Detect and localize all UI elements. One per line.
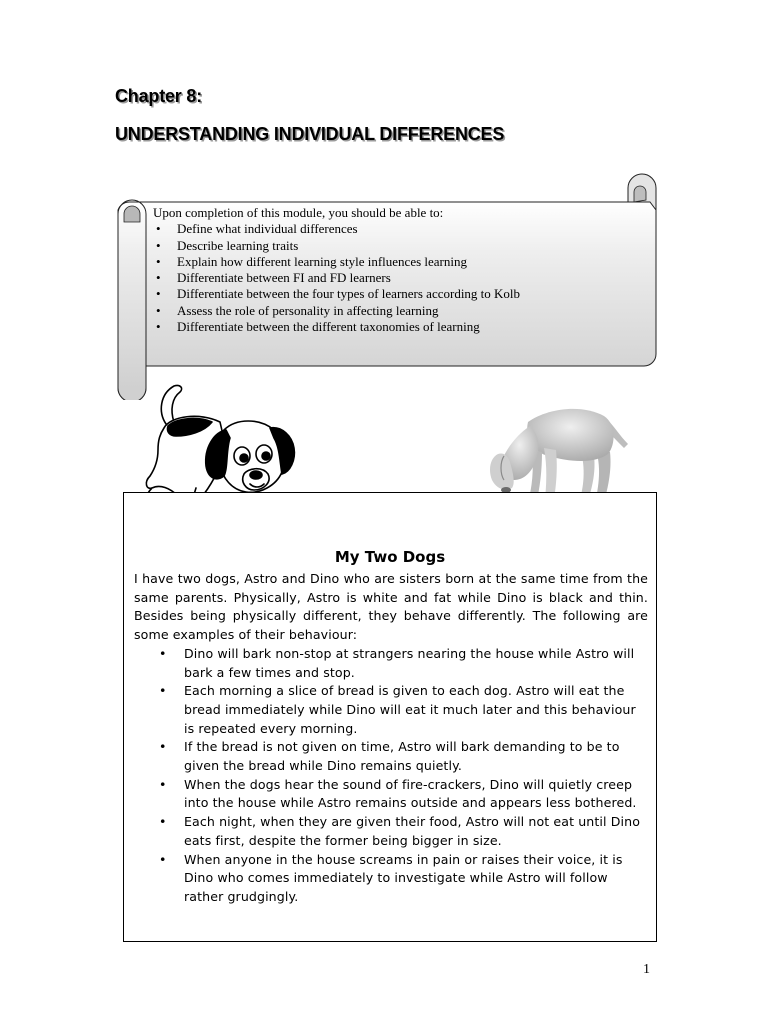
learning-objectives xyxy=(153,205,653,335)
behaviour-item: • When anyone in the house screams in pain or raises their voice, it is Dino who comes immediately to investigate while Astro will follow rather grudgingly. xyxy=(184,851,648,907)
objective-item: • Differentiate between the different taxonomies of learning xyxy=(177,319,653,335)
page-number: 1 xyxy=(643,962,650,977)
objective-item: • Differentiate between the four types of learners according to Kolb xyxy=(177,286,653,302)
story-title: My Two Dogs xyxy=(334,548,446,566)
chapter-title: UNDERSTANDING INDIVIDUAL DIFFERENCES xyxy=(115,124,505,144)
behaviour-item: • Each night, when they are given their food, Astro will not eat until Dino eats first, despite the former being bigger in size. xyxy=(184,813,648,850)
behaviour-item: • When the dogs hear the sound of fire-crackers, Dino will quietly creep into the house while Astro remains outside and appears less bothered. xyxy=(184,776,648,813)
story-body xyxy=(134,570,648,907)
objective-item: • Describe learning traits xyxy=(177,238,653,254)
objectives-intro: Upon completion of this module, you should be able to: xyxy=(153,205,444,220)
behaviour-list xyxy=(134,645,648,907)
objective-item: • Define what individual differences xyxy=(177,221,653,237)
objective-item: • Explain how different learning style influences learning xyxy=(177,254,653,270)
behaviour-item: • Dino will bark non-stop at strangers nearing the house while Astro will bark a few times and stop. xyxy=(184,645,648,682)
objective-item: • Differentiate between FI and FD learners xyxy=(177,270,653,286)
behaviour-item: • If the bread is not given on time, Astro will bark demanding to be to given the bread while Dino remains quietly. xyxy=(184,738,648,775)
story-box xyxy=(123,492,657,942)
story-intro: I have two dogs, Astro and Dino who are sisters born at the same time from the same parents. Physically, Astro is white and fat while Dino is black and thin. Besides being physically different, they behave differently. The following are some examples of their behaviour: xyxy=(134,571,648,643)
objective-item: • Assess the role of personality in affecting learning xyxy=(177,303,653,319)
objectives-scroll-banner xyxy=(110,170,670,400)
chapter-heading: Chapter 8: xyxy=(115,86,203,106)
behaviour-item: • Each morning a slice of bread is given to each dog. Astro will eat the bread immediately while Dino will eat it much later and this behaviour is repeated every morning. xyxy=(184,682,648,738)
objectives-list xyxy=(153,221,653,335)
